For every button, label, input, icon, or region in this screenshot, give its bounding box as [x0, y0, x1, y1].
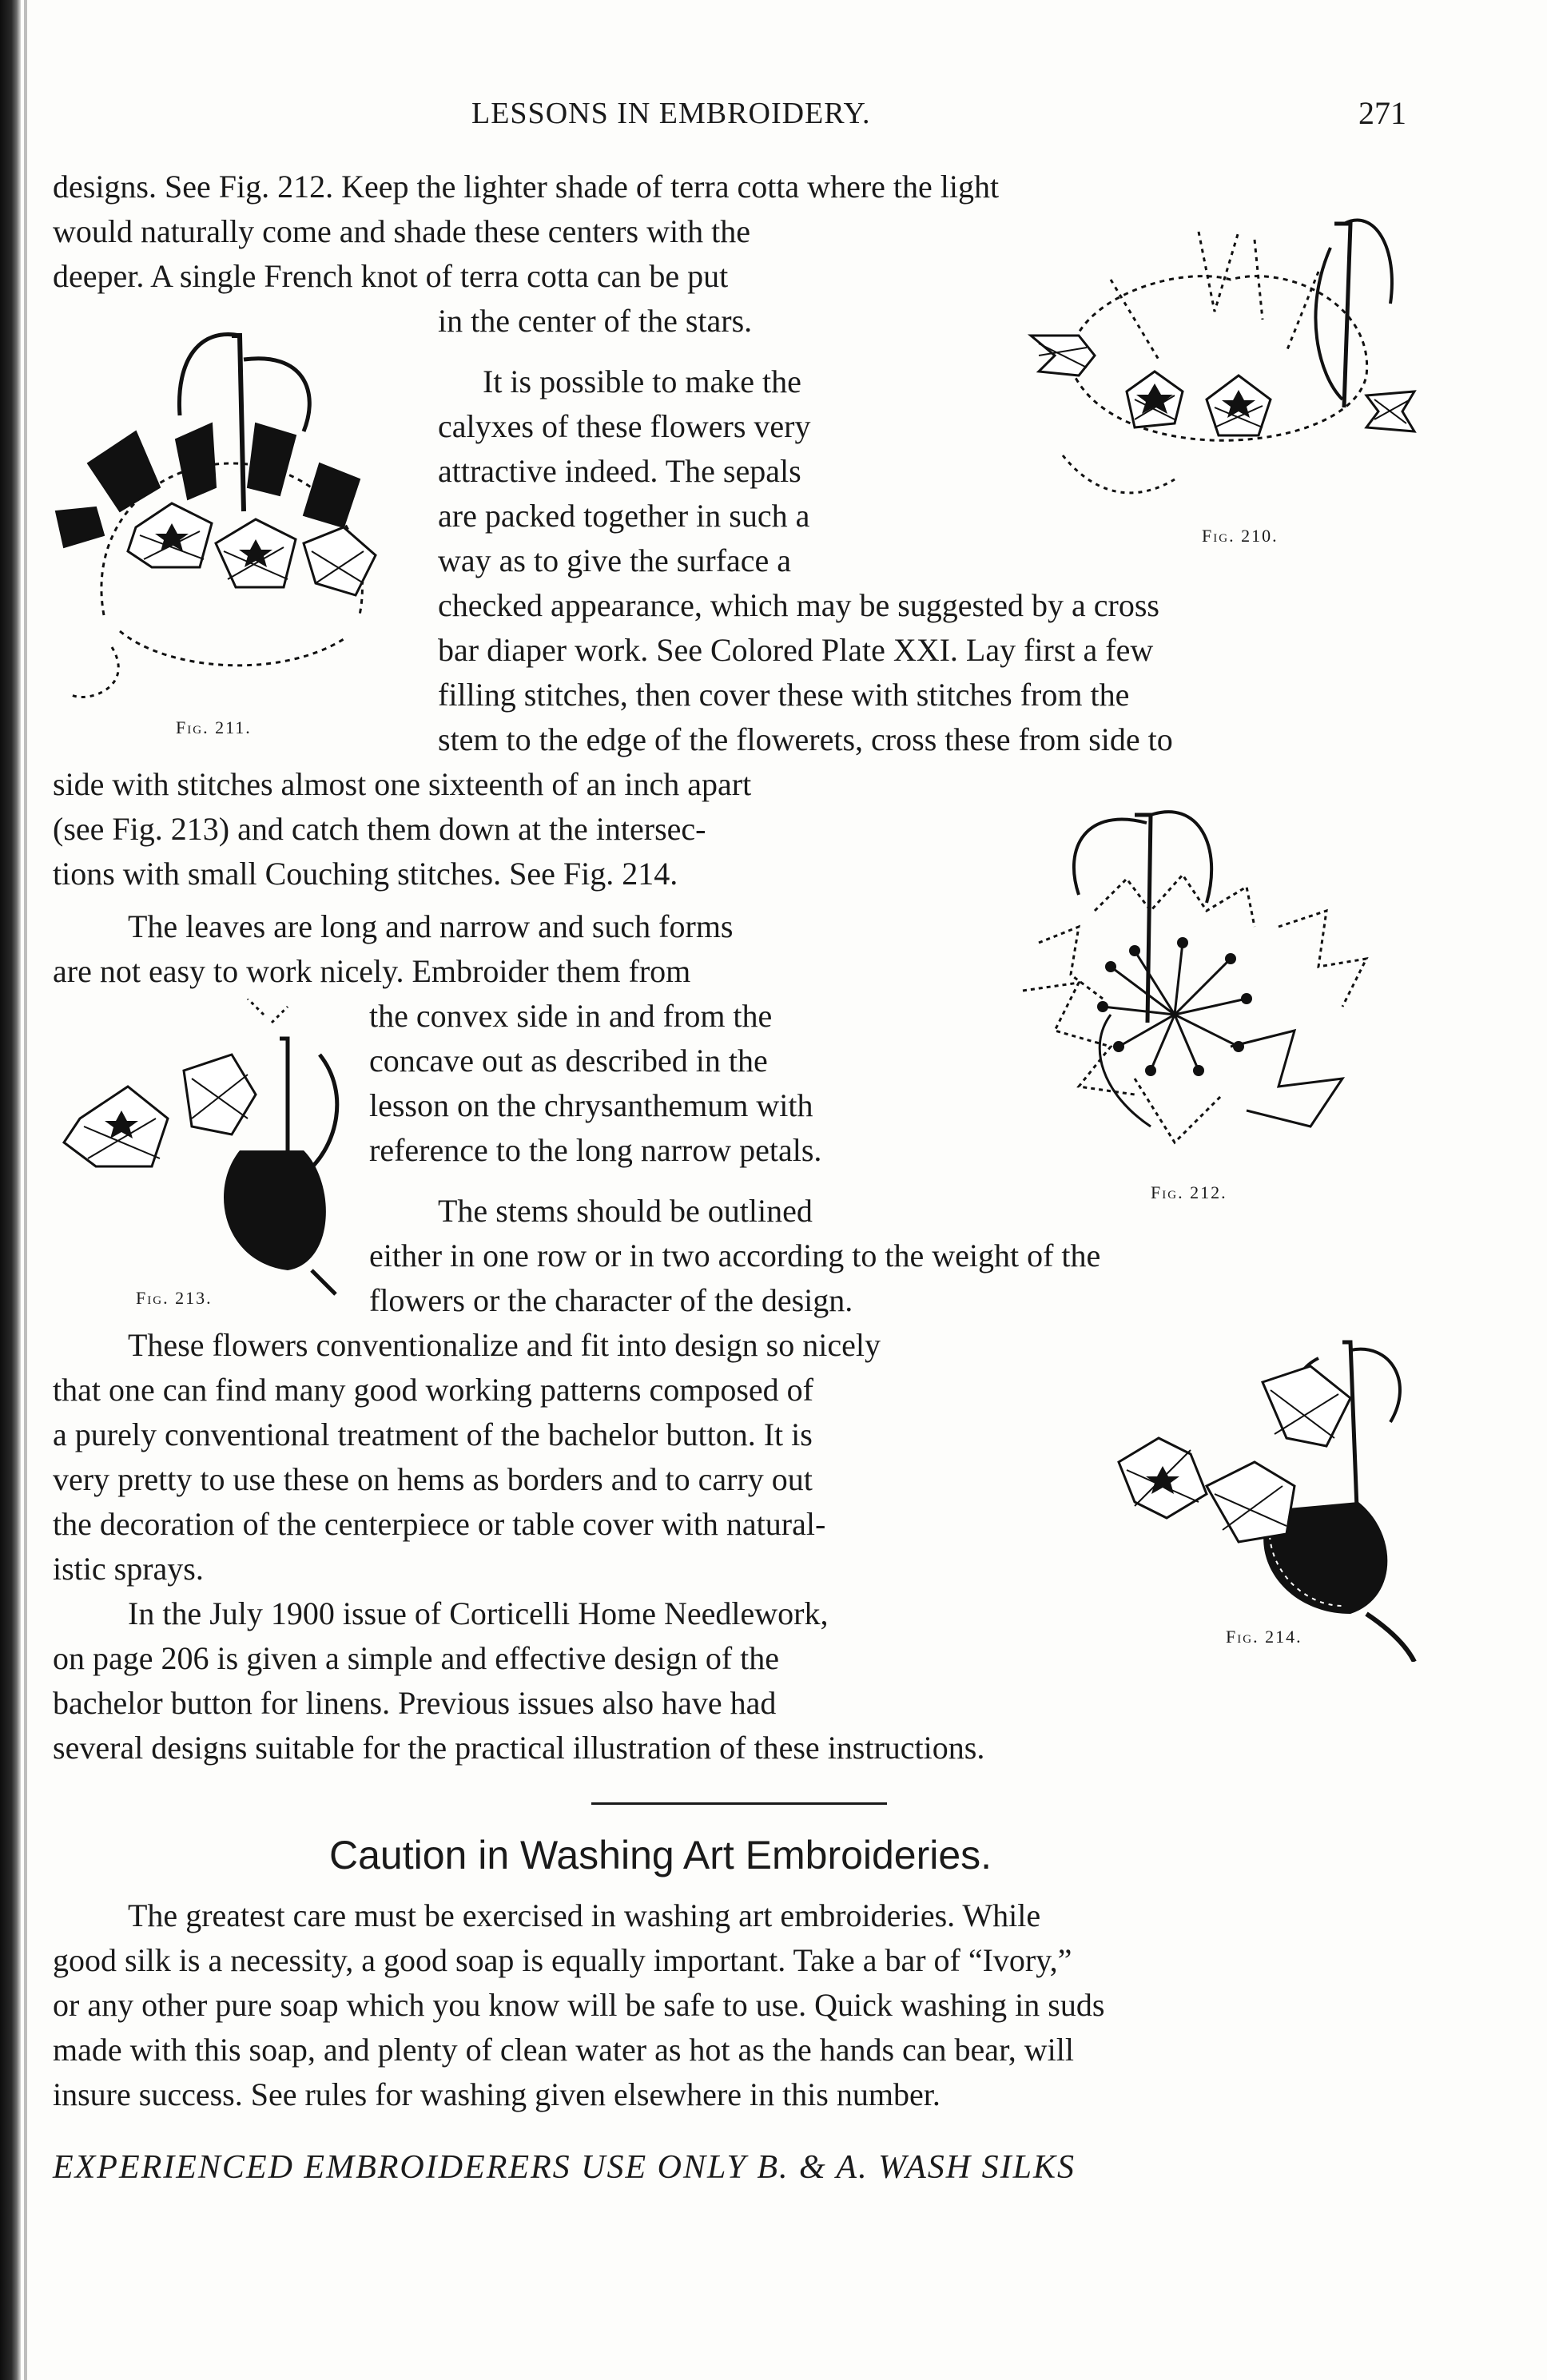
- text-line: on page 206 is given a simple and effective design of the: [53, 1640, 780, 1676]
- text-line: are not easy to work nicely. Embroider them from: [53, 953, 691, 989]
- text-line: calyxes of these flowers very: [438, 408, 811, 444]
- text-line: flowers or the character of the design.: [369, 1282, 853, 1318]
- text-line: in the center of the stars.: [438, 303, 753, 339]
- text-line: either in one row or in two according to the weight of the: [369, 1238, 1101, 1273]
- text-line: a purely conventional treatment of the bachelor button. It is: [53, 1416, 813, 1452]
- text-line: concave out as described in the: [369, 1043, 768, 1079]
- text-line: bachelor button for linens. Previous issues also have had: [53, 1685, 777, 1721]
- text-line: The stems should be outlined: [438, 1193, 813, 1229]
- text-line: The leaves are long and narrow and such forms: [128, 908, 734, 944]
- text-line: attractive indeed. The sepals: [438, 453, 801, 489]
- text-line: lesson on the chrysanthemum with: [369, 1087, 813, 1123]
- text-line: that one can find many good working patterns composed of: [53, 1372, 813, 1408]
- caution-line: insure success. See rules for washing given elsewhere in this number.: [53, 2076, 941, 2112]
- text-line: bar diaper work. See Colored Plate XXI. Lay first a few: [438, 632, 1154, 668]
- text-line: the convex side in and from the: [369, 998, 773, 1034]
- text-line: istic sprays.: [53, 1551, 204, 1587]
- text-line: side with stitches almost one sixteenth of an inch apart: [53, 766, 752, 802]
- book-binding-edge: [0, 0, 21, 2380]
- text-line: the decoration of the centerpiece or table cover with natural-: [53, 1506, 826, 1542]
- section-divider: [591, 1802, 887, 1805]
- text-line: It is possible to make the: [483, 364, 801, 399]
- text-line: tions with small Couching stitches. See Fig. 214.: [53, 856, 678, 892]
- text-line: checked appearance, which may be suggested by a cross: [438, 587, 1159, 623]
- text-line: designs. See Fig. 212. Keep the lighter shade of terra cotta where the light: [53, 169, 1000, 205]
- text-line: would naturally come and shade these centers with the: [53, 213, 751, 249]
- text-line: deeper. A single French knot of terra cotta can be put: [53, 258, 729, 294]
- page-number: 271: [1358, 95, 1406, 131]
- text-line: way as to give the surface a: [438, 542, 792, 578]
- section-title: Caution in Washing Art Embroideries.: [329, 1833, 992, 1877]
- text-line: reference to the long narrow petals.: [369, 1132, 822, 1168]
- running-head: LESSONS IN EMBROIDERY.: [471, 97, 871, 130]
- text-line: several designs suitable for the practical illustration of these instructions.: [53, 1730, 985, 1766]
- figure-210-caption: Fig. 210.: [1202, 526, 1279, 546]
- figure-210-illustration: [1015, 216, 1422, 519]
- figure-213-illustration: [48, 999, 368, 1310]
- figure-214-caption: Fig. 214.: [1226, 1627, 1302, 1647]
- text-line: (see Fig. 213) and catch them down at the intersec-: [53, 811, 706, 847]
- caution-line: The greatest care must be exercised in washing art embroideries. While: [128, 1897, 1041, 1933]
- text-line: are packed together in such a: [438, 498, 810, 534]
- text-line: stem to the edge of the flowerets, cross these from side to: [438, 721, 1173, 757]
- binding-shadow: [24, 0, 27, 2380]
- caution-line: or any other pure soap which you know will be safe to use. Quick washing in suds: [53, 1987, 1105, 2023]
- figure-211-illustration: [40, 328, 416, 703]
- text-line: very pretty to use these on hems as borders and to carry out: [53, 1461, 813, 1497]
- figure-212-caption: Fig. 212.: [1151, 1182, 1227, 1202]
- caution-line: made with this soap, and plenty of clean water as hot as the hands can bear, will: [53, 2032, 1075, 2068]
- figure-211-caption: Fig. 211.: [176, 717, 252, 737]
- text-line: These flowers conventionalize and fit into design so nicely: [128, 1327, 881, 1363]
- caution-line: good silk is a necessity, a good soap is equally important. Take a bar of “Ivory,”: [53, 1942, 1072, 1978]
- text-line: filling stitches, then cover these with stitches from the: [438, 677, 1130, 713]
- figure-213-caption: Fig. 213.: [136, 1288, 213, 1308]
- text-line: In the July 1900 issue of Corticelli Home Needlework,: [128, 1595, 829, 1631]
- footer-advert: EXPERIENCED EMBROIDERERS USE ONLY B. & A. WASH SILKS: [53, 2149, 1076, 2186]
- figure-212-illustration: [991, 791, 1438, 1190]
- figure-214-illustration: [1111, 1326, 1446, 1662]
